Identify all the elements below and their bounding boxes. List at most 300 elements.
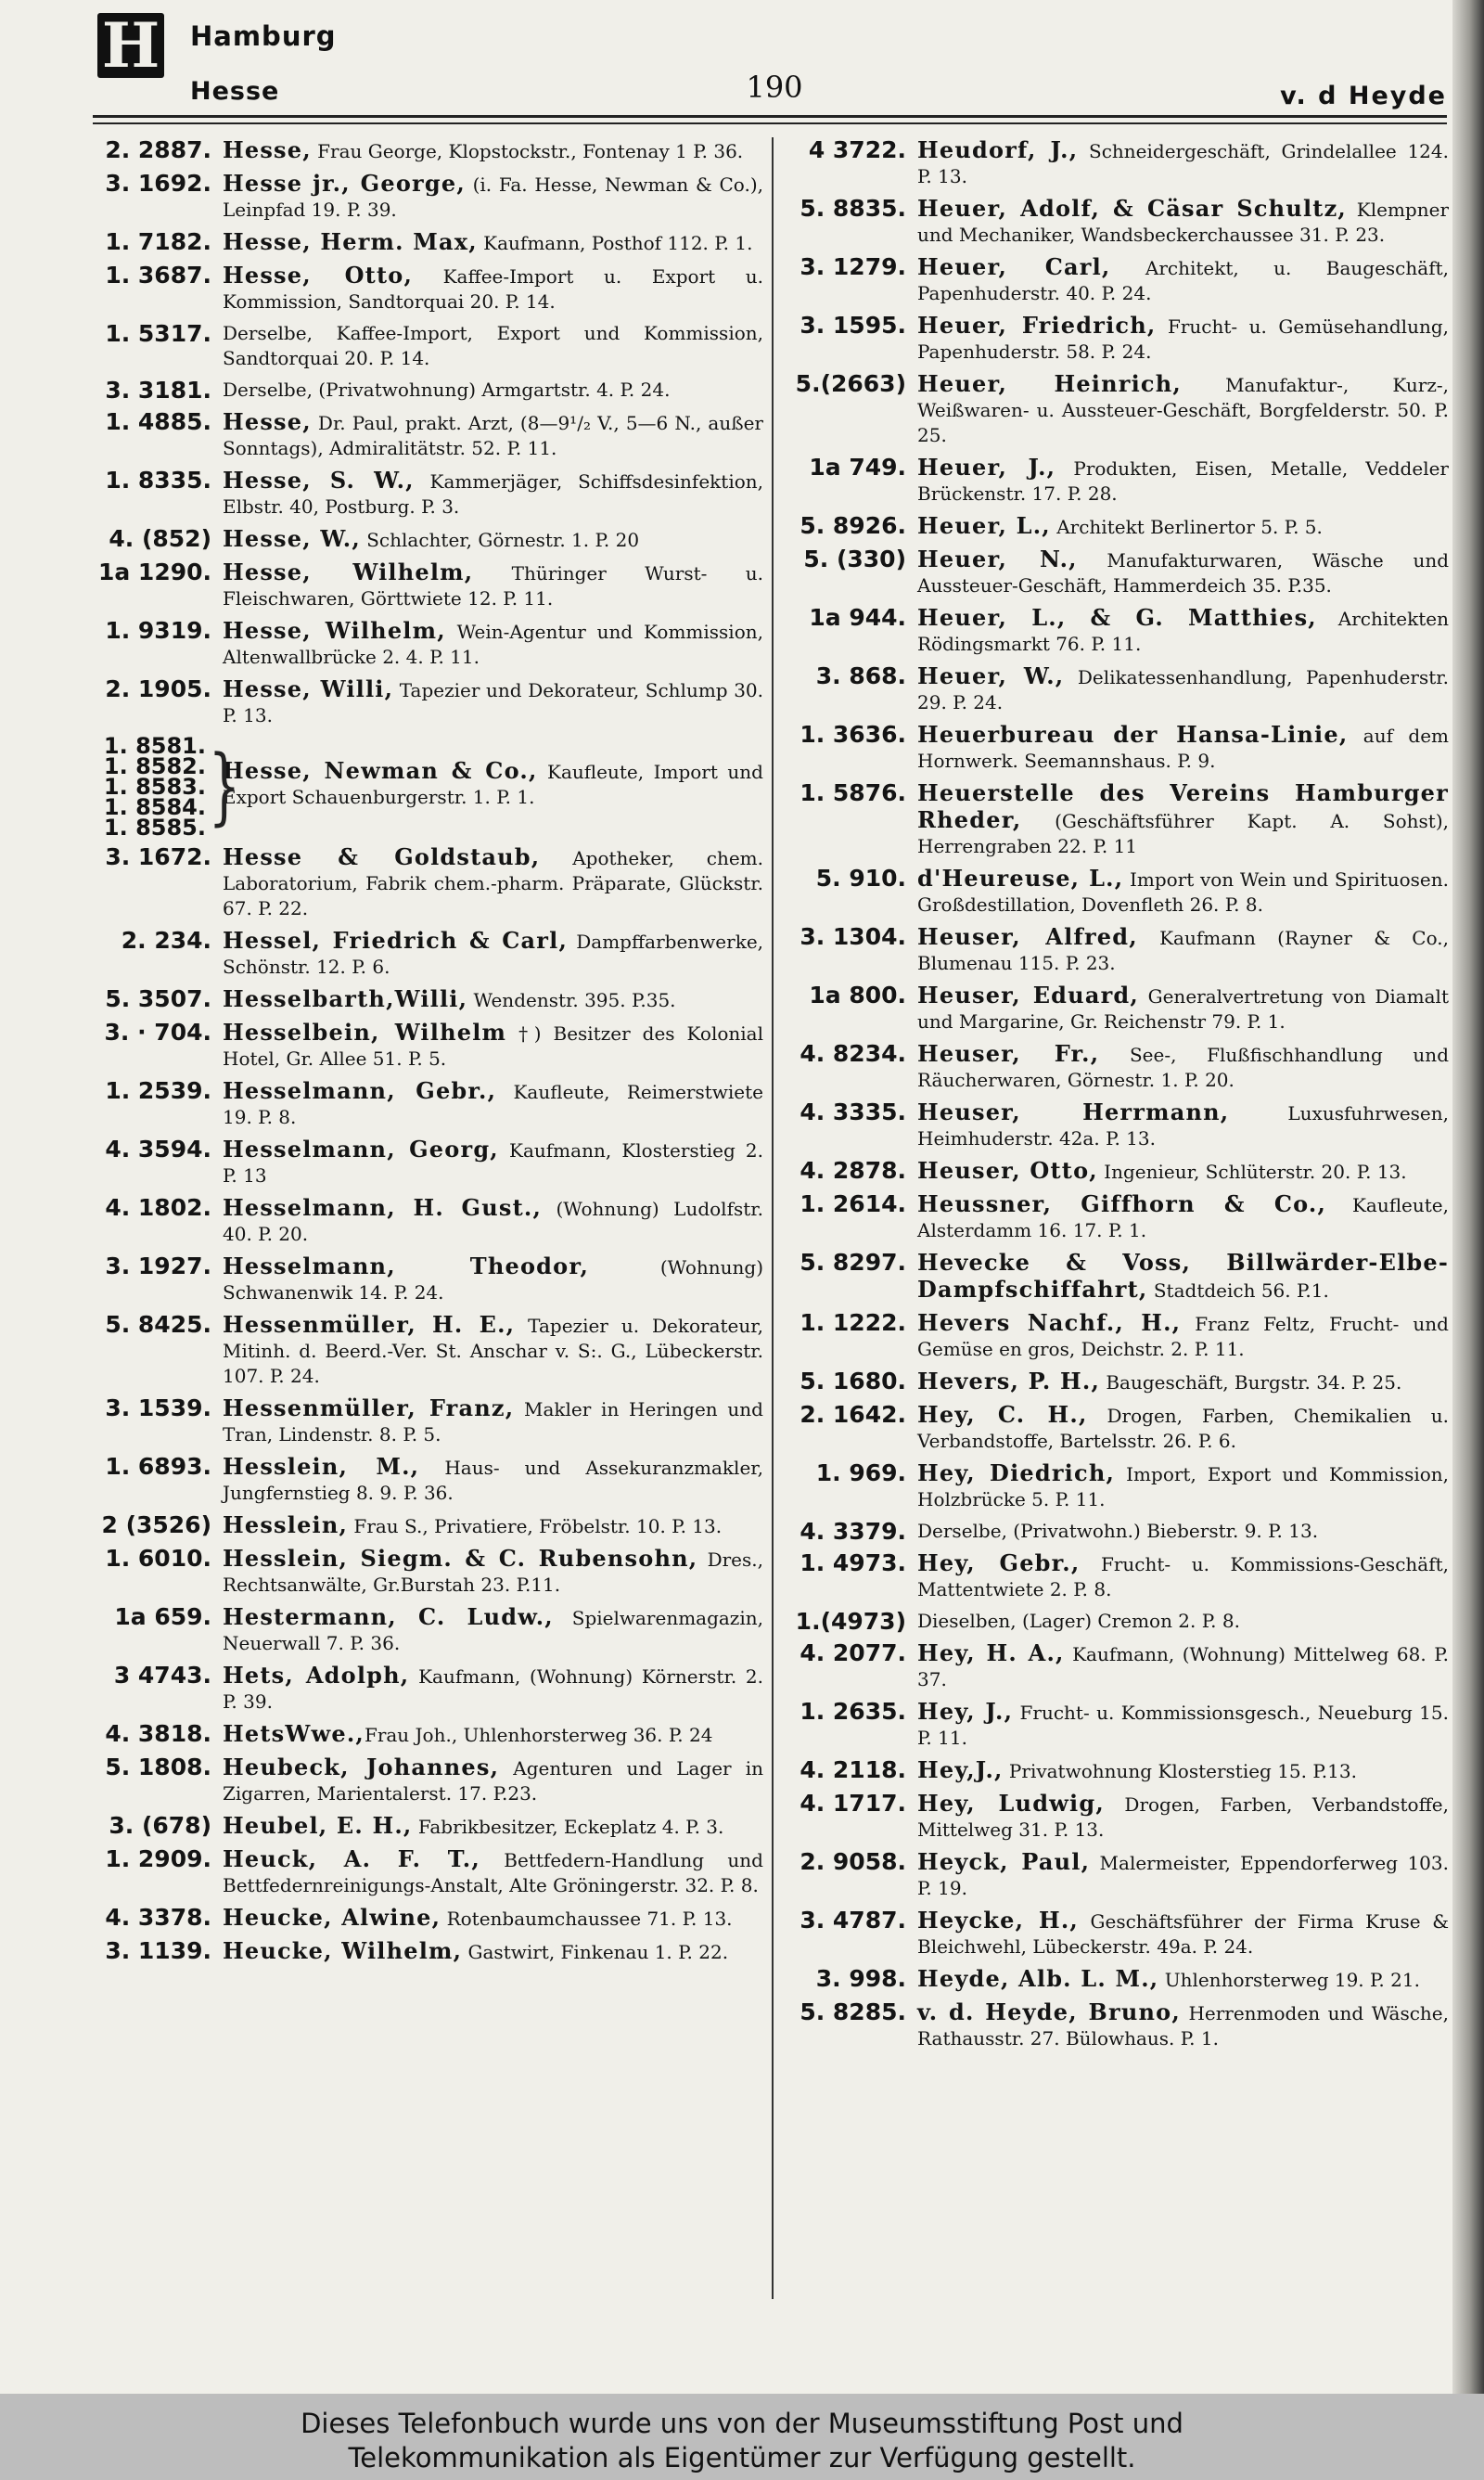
phone-number: 5. 910. (815, 865, 906, 892)
brace-glyph: } (208, 738, 241, 835)
listing-details: Produkten, Eisen, Metalle, Veddeler Brückenstr. 17. P. 28. (917, 457, 1449, 505)
listing-details: Malermeister, Eppendorferweg 103. P. 19. (917, 1852, 1449, 1899)
listing-entry (91, 263, 763, 315)
listing-entry (91, 468, 763, 520)
listing-name: Heussner, Giffhorn & Co., (917, 1190, 1327, 1217)
listing-text (211, 1813, 763, 1840)
listing-text (211, 1604, 763, 1656)
listing-details: Thüringer Wurst- u. Fleischwaren, Görttwiete 12. P. 11. (223, 562, 763, 610)
listing-entry (91, 986, 763, 1013)
listing-text (906, 313, 1449, 365)
phone-number: 3. 1279. (800, 253, 906, 280)
listing-details: Frucht- u. Kommissions-Geschäft, Mattentwiete 2. P. 8. (917, 1553, 1449, 1600)
phone-number: 1. 4885. (105, 408, 211, 435)
listing-name: Heuer, Adolf, & Cäsar Schultz, (917, 195, 1347, 222)
listing-entry (91, 526, 763, 553)
listing-details: Franz Feltz, Frucht- und Gemüse en gros, Deichstr. 2. P. 11. (917, 1313, 1449, 1360)
listing-text (211, 1253, 763, 1305)
listing-text (211, 1078, 763, 1130)
phone-number: 3. 1672. (105, 843, 211, 870)
listing-entry (790, 866, 1449, 918)
listing-details: Kaufmann, (Wohnung) Mittelweg 68. P. 37. (917, 1643, 1449, 1690)
listing-entry (91, 618, 763, 670)
header-first-entry: Hesse (190, 77, 280, 106)
listing-text (211, 986, 763, 1013)
listing-entry (91, 1312, 763, 1389)
listing-details: Import, Export und Kommission, Holzbrücke 5. P. 11. (917, 1463, 1449, 1510)
phone-number: 1. 8581. (103, 733, 206, 759)
phone-number: 4. 2878. (800, 1157, 906, 1184)
listing-text (211, 1195, 763, 1247)
phone-number: 1. 1222. (800, 1309, 906, 1336)
listing-name: Hesse jr., George, (223, 170, 466, 197)
listing-details: Manufaktur-, Kurz-, Weißwaren- u. Aussteuer-Geschäft, Borgfelderstr. 50. P. 25. (917, 374, 1449, 446)
phone-number: 1.(4973) (795, 1608, 906, 1635)
listing-details: Rotenbaumchaussee 71. P. 13. (441, 1908, 733, 1930)
listing-details: Kaufleute, Reimerstwiete 19. P. 8. (223, 1081, 763, 1128)
page-edge-shadow (1452, 0, 1484, 2394)
listing-entry (91, 1846, 763, 1898)
listing-name: Hesse, Willi, (223, 675, 394, 702)
listing-name: Hesselmann, H. Gust., (223, 1194, 543, 1221)
listing-entry (790, 1402, 1449, 1454)
listing-entry (790, 1966, 1449, 1993)
listing-name: Hey, H. A., (917, 1639, 1065, 1666)
listing-details: Spielwarenmagazin, Neuerwall 7. P. 36. (223, 1607, 763, 1654)
phone-number: 2. 2887. (105, 137, 211, 163)
listing-name: Heuer, Friedrich, (917, 312, 1157, 339)
listing-text (906, 1640, 1449, 1692)
listing-name: Heuser, Otto, (917, 1157, 1098, 1184)
listing-name: Hesse, Newman & Co., (223, 757, 538, 784)
listing-name: Hey, Diedrich, (917, 1459, 1116, 1486)
listing-name: Heuser, Fr., (917, 1040, 1100, 1067)
listing-entry (790, 605, 1449, 657)
listing-text (906, 1250, 1449, 1304)
listing-entry (91, 1546, 763, 1598)
listing-details: Kaufmann (Rayner & Co., Blumenau 115. P. 23. (917, 927, 1449, 974)
listing-entry (91, 1454, 763, 1506)
listing-text (211, 928, 763, 980)
listing-text (211, 844, 763, 921)
listing-text (906, 663, 1449, 715)
phone-number: 3. 1539. (105, 1394, 211, 1421)
listing-name: Hesslein, (223, 1511, 349, 1538)
listing-details: Dres., Rechtsanwälte, Gr.Burstah 23. P.11. (223, 1548, 763, 1596)
listing-name: Hesse, Otto, (223, 262, 414, 289)
listing-entry (790, 513, 1449, 540)
listing-text (211, 1546, 763, 1598)
phone-number: 2. 1905. (105, 675, 211, 702)
listing-entry (790, 924, 1449, 976)
phone-number: 3. · 704. (104, 1019, 211, 1046)
phone-number: 2 (3526) (101, 1511, 211, 1538)
listing-name: Hessenmüller, Franz, (223, 1394, 515, 1421)
listing-name: Hesse, (223, 408, 312, 435)
listing-details: Fabrikbesitzer, Eckeplatz 4. P. 3. (412, 1816, 724, 1838)
listing-text (906, 1757, 1449, 1784)
listing-entry (790, 137, 1449, 189)
phone-number: 5. 8926. (800, 512, 906, 539)
listing-text (906, 1550, 1449, 1602)
right-column (790, 137, 1449, 2299)
listing-details: Frucht- u. Gemüsehandlung, Papenhuderstr. 58. P. 24. (917, 315, 1449, 363)
footer-text: Dieses Telefonbuch wurde uns von der Museumsstiftung Post und Telekommunikation als Eigentümer zur Verfügung gestellt. (301, 2408, 1183, 2474)
listing-details: Kaffee-Import u. Export u. Kommission, Sandtorquai 20. P. 14. (223, 265, 763, 313)
listing-text (211, 1454, 763, 1506)
listing-name: v. d. Heyde, Bruno, (917, 1998, 1181, 2025)
listing-name: Heuer, Carl, (917, 253, 1111, 280)
listing-details: Haus- und Assekuranzmakler, Jungfernstieg 8. 9. P. 36. (223, 1457, 763, 1504)
listing-name: Hesselmann, Gebr., (223, 1077, 497, 1104)
listing-details: (Wohnung) Schwanenwik 14. P. 24. (223, 1256, 763, 1304)
listing-name: Hesselmann, Theodor, (223, 1253, 589, 1279)
listing-name: Hestermann, C. Ludw., (223, 1603, 554, 1630)
listing-details: (i. Fa. Hesse, Newman & Co.), Leinpfad 19. P. 39. (223, 173, 763, 221)
listing-details: Architekten Rödingsmarkt 76. P. 11. (917, 608, 1449, 655)
listing-entry (790, 254, 1449, 306)
listing-entry (790, 1849, 1449, 1901)
phone-number: 1. 2614. (800, 1190, 906, 1217)
listing-name: Heuer, W., (917, 662, 1065, 689)
phone-number: 3 4743. (113, 1662, 211, 1689)
listing-details: Kaufmann, Klosterstieg 2. P. 13 (223, 1139, 763, 1187)
phone-number: 3. 4787. (800, 1907, 906, 1934)
listing-entry (790, 1640, 1449, 1692)
listing-entry (790, 1460, 1449, 1512)
listing-details: Frau Joh., Uhlenhorsterweg 36. P. 24 (364, 1724, 713, 1746)
listing-details: Kaufmann, Posthof 112. P. 1. (477, 232, 753, 254)
listing-text (906, 1158, 1449, 1185)
listing-entry (91, 229, 763, 256)
listing-name: Heyde, Alb. L. M., (917, 1965, 1159, 1992)
listing-name: Heuer, N., (917, 546, 1078, 572)
listing-name: Heuer, Heinrich, (917, 370, 1182, 397)
listing-text (211, 229, 763, 256)
listing-entry (790, 546, 1449, 598)
listing-text (906, 513, 1449, 540)
listing-details: Drogen, Farben, Chemikalien u. Verbandstoffe, Bartelsstr. 26. P. 6. (917, 1405, 1449, 1452)
phone-number-group (91, 733, 206, 841)
listing-name: Hesse, Herm. Max, (223, 228, 478, 255)
listing-details: Stadtdeich 56. P.1. (1147, 1279, 1329, 1302)
phone-number: 4. 3378. (105, 1904, 211, 1931)
listing-entry (790, 1158, 1449, 1185)
listing-text (906, 1999, 1449, 2051)
listing-details: Delikatessenhandlung, Papenhuderstr. 29. P. 24. (917, 666, 1449, 713)
listing-name: Hevers, P. H., (917, 1368, 1100, 1394)
listing-entry (790, 196, 1449, 248)
listing-entry (91, 1020, 763, 1072)
listing-details: Bettfedern-Handlung und Bettfedernreinigungs-Anstalt, Alte Gröningerstr. 32. P. 8. (223, 1849, 763, 1896)
phone-number: 4. 3818. (105, 1720, 211, 1747)
phone-number: 1a 749. (809, 454, 906, 481)
phone-number: 1. 8583. (103, 774, 206, 800)
listing-text (211, 1938, 763, 1965)
listing-name: Hesselbarth,Willi, (223, 985, 468, 1012)
listing-entry (91, 676, 763, 728)
listing-name: Hevecke & Voss, Billwärder-Elbe-Dampfschiffahrt, (917, 1249, 1449, 1303)
left-column (91, 137, 763, 2299)
listing-name: Heuer, L., (917, 512, 1051, 539)
listing-text (906, 1791, 1449, 1843)
listing-entry (91, 137, 763, 164)
listing-entry (91, 1754, 763, 1806)
listing-details: Makler in Heringen und Tran, Lindenstr. 8. P. 5. (223, 1398, 763, 1446)
listing-details: Tapezier und Dekorateur, Schlump 30. P. 13. (223, 679, 763, 726)
listing-details: Frau S., Privatiere, Fröbelstr. 10. P. 13. (348, 1515, 723, 1537)
listing-name: Heubeck, Johannes, (223, 1754, 500, 1780)
listing-entry (790, 1519, 1449, 1544)
phone-number: 2. 9058. (800, 1848, 906, 1875)
phone-number: 5. 8297. (800, 1249, 906, 1276)
listing-entry (91, 1395, 763, 1447)
listing-entry (91, 1721, 763, 1748)
listing-entry (790, 1191, 1449, 1243)
phone-number: 4. 1717. (800, 1790, 906, 1817)
listing-text (906, 983, 1449, 1034)
listing-details: Derselbe, (Privatwohn.) Bieberstr. 9. P. 13. (917, 1520, 1319, 1542)
listing-name: Hesse & Goldstaub, (223, 843, 541, 870)
phone-number: 3. 1139. (105, 1937, 211, 1964)
listing-name: Hesse, Wilhelm, (223, 559, 474, 585)
phone-number: 5. 1808. (105, 1754, 211, 1780)
listing-text (211, 263, 763, 315)
listing-text (211, 676, 763, 728)
listing-text (211, 137, 763, 164)
listing-entry (790, 1757, 1449, 1784)
listing-entry (91, 1253, 763, 1305)
listing-text (906, 1849, 1449, 1901)
listing-entry (790, 1550, 1449, 1602)
phone-number: 5.(2663) (795, 370, 906, 397)
listing-text (906, 1368, 1449, 1395)
listing-name: Heuser, Eduard, (917, 982, 1139, 1009)
listing-details: Kammerjäger, Schiffsdesinfektion, Elbstr. 40, Postburg. P. 3. (223, 470, 763, 518)
listing-details: Import von Wein und Spirituosen. Großdestillation, Dovenfleth 26. P. 8. (917, 868, 1449, 916)
listing-details: Kaufmann, (Wohnung) Körnerstr. 2. P. 39. (223, 1665, 763, 1713)
listing-details: Frucht- u. Kommissionsgesch., Neueburg 15. P. 11. (917, 1702, 1449, 1749)
listing-text (906, 1402, 1449, 1454)
listing-entry (790, 1099, 1449, 1151)
listing-text (906, 1609, 1449, 1634)
listing-entry (91, 844, 763, 921)
listing-text (211, 526, 763, 553)
listing-text (906, 924, 1449, 976)
listing-entry (790, 1699, 1449, 1751)
listing-name: Hey,J., (917, 1756, 1004, 1783)
listing-name: Hessel, Friedrich & Carl, (223, 927, 569, 954)
listing-details: See-, Flußfischhandlung und Räucherwaren, Görnestr. 1. P. 20. (917, 1044, 1449, 1091)
listing-text (211, 1020, 763, 1072)
listing-details: Ingenieur, Schlüterstr. 20. P. 13. (1097, 1161, 1407, 1183)
listing-text (906, 1310, 1449, 1362)
header-last-entry: v. d Heyde (1280, 82, 1447, 110)
listing-text (211, 378, 763, 403)
listing-text (906, 137, 1449, 189)
section-letter: H (97, 13, 164, 78)
listing-details: Dr. Paul, prakt. Arzt, (8—9¹/₂ V., 5—6 N., außer Sonntags), Admiralitätstr. 52. P. 11. (223, 412, 763, 459)
phone-number: 1. 2539. (105, 1077, 211, 1104)
listing-details: Schlachter, Görnestr. 1. P. 20 (360, 529, 640, 551)
phone-number: 1. 6010. (105, 1545, 211, 1572)
listing-text (211, 1137, 763, 1189)
listing-name: Heubel, E. H., (223, 1812, 413, 1839)
listing-text (906, 780, 1449, 859)
listing-entry (91, 1512, 763, 1539)
listing-details: (Wohnung) Ludolfstr. 40. P. 20. (223, 1198, 763, 1245)
page-number: 190 (746, 70, 803, 105)
listing-details: Generalvertretung von Diamalt und Margarine, Gr. Reichenstr 79. P. 1. (917, 985, 1449, 1033)
listing-entry (91, 1813, 763, 1840)
phone-number: 3. 1927. (105, 1253, 211, 1279)
listing-name: Heuck, A. F. T., (223, 1845, 480, 1872)
phone-number: 1a 659. (114, 1603, 211, 1630)
listing-text (211, 1512, 763, 1539)
listing-entry (91, 1938, 763, 1965)
listing-name: Hessenmüller, H. E., (223, 1311, 516, 1338)
listing-text (906, 605, 1449, 657)
phone-number: 3. 3181. (105, 377, 211, 404)
listing-entry (91, 1137, 763, 1189)
listing-entry (91, 1078, 763, 1130)
listing-name: Heuser, Herrmann, (917, 1099, 1230, 1125)
phone-number: 1. 6893. (105, 1453, 211, 1480)
listing-name: Hey, J., (917, 1698, 1014, 1725)
phone-number: 1. 2635. (800, 1698, 906, 1725)
listing-text (906, 196, 1449, 248)
phone-number: 1. 8582. (103, 753, 206, 779)
listing-entry (790, 1908, 1449, 1960)
listing-text (211, 171, 763, 223)
listing-details: Wein-Agentur und Kommission, Altenwallbrücke 2. 4. P. 11. (223, 621, 763, 668)
listing-details: Dampffarbenwerke, Schönstr. 12. P. 6. (223, 931, 763, 978)
listing-text (211, 1395, 763, 1447)
listing-entry (91, 171, 763, 223)
phone-number: 4. 3379. (800, 1518, 906, 1545)
listing-text (906, 1908, 1449, 1960)
listing-text (906, 1099, 1449, 1151)
listing-entry (790, 1250, 1449, 1304)
listing-text (211, 1754, 763, 1806)
phone-number: 5. 8425. (105, 1311, 211, 1338)
listing-name: Heuerstelle des Vereins Hamburger Rheder, (917, 779, 1449, 833)
phone-number: 5. (330) (803, 546, 906, 572)
listing-entry (790, 1791, 1449, 1843)
listing-text (211, 1846, 763, 1898)
listing-text (211, 1312, 763, 1389)
phone-number: 1. 969. (815, 1459, 906, 1486)
listing-name: Heuser, Alfred, (917, 923, 1138, 950)
listing-text (211, 1721, 763, 1748)
listing-entry (790, 780, 1449, 859)
listing-details: Privatwohnung Klosterstieg 15. P.13. (1003, 1760, 1357, 1782)
listing-name: Hesse, (223, 137, 312, 163)
listing-name: Hesse, W., (223, 525, 361, 552)
listing-entry (790, 1368, 1449, 1395)
listing-details: Wendenstr. 395. P.35. (467, 989, 676, 1011)
listing-details: Baugeschäft, Burgstr. 34. P. 25. (1100, 1371, 1402, 1394)
listing-details: Tapezier u. Dekorateur, Mitinh. d. Beerd.-Ver. St. Anschar v. S:. G., Lübeckerstr. 107. P. 24. (223, 1315, 763, 1387)
listing-text (211, 321, 763, 371)
listing-name: Heycke, H., (917, 1907, 1079, 1934)
listing-details: auf dem Hornwerk. Seemannshaus. P. 9. (917, 725, 1449, 772)
listing-name: Hey, C. H., (917, 1401, 1088, 1428)
listing-details: Uhlenhorsterweg 19. P. 21. (1158, 1969, 1420, 1991)
listing-entry (790, 1609, 1449, 1634)
listing-name: Hesse, Wilhelm, (223, 617, 446, 644)
listing-entry (91, 1663, 763, 1715)
listing-entry (91, 928, 763, 980)
listing-details: Luxusfuhrwesen, Heimhuderstr. 42a. P. 13. (917, 1102, 1449, 1150)
phone-number: 4. 8234. (800, 1040, 906, 1067)
listing-name: Heuer, J., (917, 454, 1056, 481)
phone-number: 3. 1692. (105, 170, 211, 197)
listing-details: Gastwirt, Finkenau 1. P. 22. (462, 1941, 729, 1963)
phone-number: 1a 800. (809, 982, 906, 1009)
phone-number: 1a 1290. (97, 559, 211, 585)
listing-details: Derselbe, Kaffee-Import, Export und Kommission, Sandtorquai 20. P. 14. (223, 322, 763, 369)
listing-details: Klempner und Mechaniker, Wandsbeckerchaussee 31. P. 23. (917, 199, 1449, 246)
phone-number: 1. 2909. (105, 1845, 211, 1872)
phone-number: 1. 3687. (105, 262, 211, 289)
phone-number: 3. 1304. (800, 923, 906, 950)
listing-text (906, 546, 1449, 598)
listing-name: Heucke, Alwine, (223, 1904, 441, 1931)
listing-entry (790, 371, 1449, 448)
listing-text (211, 559, 763, 611)
phone-number: 1a 944. (809, 604, 906, 631)
listing-entry (91, 409, 763, 461)
listing-name: Hey, Gebr., (917, 1549, 1081, 1576)
listing-entry (790, 455, 1449, 507)
phone-number: 3. 998. (815, 1965, 906, 1992)
listing-text (906, 722, 1449, 774)
phone-number: 2. 234. (121, 927, 211, 954)
listing-entry (790, 722, 1449, 774)
phone-number: 1. 9319. (105, 617, 211, 644)
listing-name: Hevers Nachf., H., (917, 1309, 1182, 1336)
listing-details: Dieselben, (Lager) Cremon 2. P. 8. (917, 1610, 1240, 1632)
listing-text (906, 455, 1449, 507)
listing-details: Architekt, u. Baugeschäft, Papenhuderstr. 40. P. 24. (917, 257, 1449, 304)
listing-entry (91, 321, 763, 371)
phone-number: 1. 8585. (103, 815, 206, 841)
phone-number: 4. 1802. (105, 1194, 211, 1221)
phone-number: 5. 1680. (800, 1368, 906, 1394)
phone-number: 1. 5317. (105, 320, 211, 347)
listing-name: Hey, Ludwig, (917, 1790, 1105, 1817)
listing-text (906, 1966, 1449, 1993)
listing-text (906, 371, 1449, 448)
listing-text (906, 1519, 1449, 1544)
listing-name: Heuer, L., & G. Matthies, (917, 604, 1317, 631)
phone-number: 4. 3594. (105, 1136, 211, 1163)
listing-details: Schneidergeschäft, Grindelallee 124. P. 13. (917, 140, 1449, 187)
listing-name: Hesslein, M., (223, 1453, 420, 1480)
phone-number: 4. 3335. (800, 1099, 906, 1125)
listing-text (906, 254, 1449, 306)
listing-entry (91, 378, 763, 403)
phone-number: 4. 2077. (800, 1639, 906, 1666)
listing-details: (Geschäftsführer Kapt. A. Sohst), Herrengraben 22. P. 11 (917, 810, 1449, 857)
phone-number: 5. 8285. (800, 1998, 906, 2025)
listing-name: Heucke, Wilhelm, (223, 1937, 463, 1964)
listing-entry (91, 559, 763, 611)
listing-name: d'Heureuse, L., (917, 865, 1124, 892)
listing-entry (91, 1195, 763, 1247)
footer-banner (0, 2394, 1484, 2480)
